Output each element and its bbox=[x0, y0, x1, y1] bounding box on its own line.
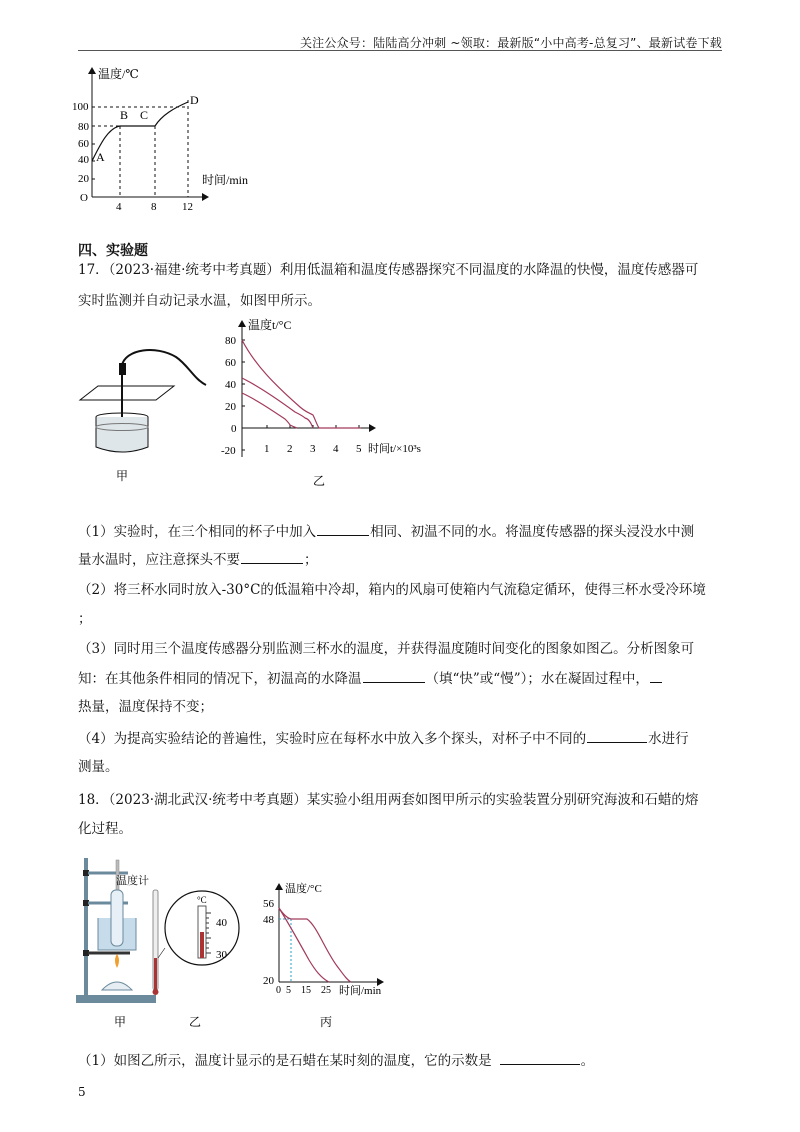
figure-label-jia: 甲 bbox=[114, 1015, 127, 1029]
ytick: -20 bbox=[221, 445, 236, 457]
q18-part1: （1）如图乙所示，温度计显示的是石蜡在某时刻的温度，它的示数是 。 bbox=[78, 1050, 728, 1071]
cooling-chart bbox=[215, 315, 450, 490]
xtick: 8 bbox=[151, 201, 157, 213]
xtick: 12 bbox=[182, 201, 193, 213]
xtick: 4 bbox=[333, 443, 339, 455]
figure-label-bing: 丙 bbox=[320, 1015, 333, 1029]
q18-stem-line1: 18．（2023·湖北武汉·统考中考真题）某实验小组用两套如图甲所示的实验装置分别研究海波和石蜡的熔 bbox=[78, 792, 699, 808]
page-header bbox=[78, 34, 722, 51]
y-axis-label: 温度/℃ bbox=[98, 67, 139, 81]
header-text: 关注公众号：陆陆高分冲刺 ~领取：最新版“小中高考-总复习”、最新试卷下载 bbox=[299, 36, 722, 50]
figure-label-jia: 甲 bbox=[116, 469, 129, 483]
answer-blank[interactable] bbox=[241, 549, 303, 564]
answer-blank[interactable] bbox=[587, 728, 647, 743]
q17-part1-line2: 量水温时，应注意探头不要 ； bbox=[78, 549, 728, 570]
q17-part4-line1: （4）为提高实验结论的普遍性，实验时应在每杯水中放入多个探头，对杯子中不同的 水进行 bbox=[78, 728, 728, 749]
flame bbox=[115, 954, 119, 968]
series-line-low bbox=[242, 393, 297, 428]
stand-base bbox=[76, 995, 156, 1003]
xtick: 0 bbox=[276, 985, 281, 996]
figure-label-yi: 乙 bbox=[313, 474, 326, 488]
q17-part1-line1: （1）实验时，在三个相同的杯子中加入 相同、初温不同的水。将温度传感器的探头浸没水中测 bbox=[78, 521, 728, 542]
xtick: 4 bbox=[116, 201, 122, 213]
dial-tick-40: 40 bbox=[216, 917, 227, 929]
q17-part3-line2: 知：在其他条件相同的情况下，初温高的水降温 （填“快”或“慢”）；水在凝固过程中， bbox=[78, 668, 728, 689]
q17-part4-line2: 测量。 bbox=[78, 759, 119, 775]
thermometer-reading-figure bbox=[145, 888, 260, 1028]
sensor-head bbox=[119, 363, 126, 375]
ytick: 48 bbox=[263, 914, 274, 926]
series-line-high bbox=[242, 340, 361, 428]
xtick: 1 bbox=[264, 443, 270, 455]
page-number: 5 bbox=[78, 1085, 86, 1099]
test-tube bbox=[111, 890, 123, 946]
ytick: 20 bbox=[78, 173, 89, 185]
ytick: 56 bbox=[263, 898, 274, 910]
q18-stem-line2: 化过程。 bbox=[78, 821, 132, 837]
dial-unit: °C bbox=[197, 895, 207, 905]
x-axis-label: 时间/min bbox=[339, 985, 382, 997]
xtick: 25 bbox=[321, 985, 331, 996]
ytick: 80 bbox=[225, 335, 236, 347]
sensor-cable bbox=[122, 350, 206, 385]
y-axis-label: 温度t/°C bbox=[248, 318, 292, 332]
x-axis-label: 时间/min bbox=[202, 173, 249, 187]
figure-label-yi: 乙 bbox=[189, 1015, 202, 1029]
dial-tick-30: 30 bbox=[216, 949, 227, 961]
q17-stem-line2: 实时监测并自动记录水温，如图甲所示。 bbox=[78, 293, 321, 309]
ytick: 40 bbox=[78, 154, 89, 166]
xtick: 2 bbox=[287, 443, 293, 455]
q17-part2-line1: （2）将三杯水同时放入-30°C的低温箱中冷却，箱内的风扇可使箱内气流稳定循环，使得三杯水受冷环境 bbox=[78, 582, 706, 598]
point-label-B: B bbox=[120, 108, 129, 122]
q17-stem-line1: 17．（2023·福建·统考中考真题）利用低温箱和温度传感器探究不同温度的水降温的快慢，温度传感器可 bbox=[78, 262, 699, 278]
answer-blank[interactable] bbox=[317, 521, 369, 536]
q17-part3-line1: （3）同时用三个温度传感器分别监测三杯水的温度，并获得温度随时间变化的图象如图乙。分析图象可 bbox=[78, 641, 695, 657]
stand-rod bbox=[84, 858, 88, 996]
point-label-A: A bbox=[96, 150, 105, 164]
q17-part3-line3: 热量，温度保持不变； bbox=[78, 699, 213, 715]
beaker bbox=[96, 417, 148, 452]
answer-blank[interactable] bbox=[650, 668, 662, 683]
point-label-D: D bbox=[190, 93, 199, 107]
dial-liquid bbox=[200, 932, 204, 958]
xtick: 5 bbox=[286, 985, 291, 996]
xtick: 3 bbox=[310, 443, 316, 455]
section-title: 四、实验题 bbox=[78, 243, 148, 259]
heating-curve-figure bbox=[70, 60, 270, 213]
ytick: 0 bbox=[231, 423, 237, 435]
xtick: 15 bbox=[301, 985, 311, 996]
ytick: 20 bbox=[225, 401, 236, 413]
point-label-C: C bbox=[140, 108, 149, 122]
ytick: 100 bbox=[72, 101, 89, 113]
q17-part2-line2: ； bbox=[78, 611, 92, 627]
ytick: 20 bbox=[263, 975, 274, 987]
burner bbox=[102, 982, 132, 990]
melting-chart bbox=[255, 880, 395, 1030]
ytick: 80 bbox=[78, 121, 89, 133]
sensor-cup-figure bbox=[76, 345, 216, 485]
box-lid bbox=[80, 386, 174, 400]
answer-blank[interactable] bbox=[500, 1050, 580, 1065]
thermometer-label: 温度计 bbox=[116, 874, 149, 887]
series-line-haibo bbox=[279, 908, 351, 982]
x-axis-label: 时间t/×10³s bbox=[368, 443, 421, 455]
ytick: 60 bbox=[78, 138, 89, 150]
ytick: O bbox=[80, 192, 88, 204]
answer-blank[interactable] bbox=[363, 668, 425, 683]
ytick: 40 bbox=[225, 379, 236, 391]
y-axis-label: 温度/°C bbox=[285, 883, 322, 895]
ytick: 60 bbox=[225, 357, 236, 369]
xtick: 5 bbox=[356, 443, 362, 455]
